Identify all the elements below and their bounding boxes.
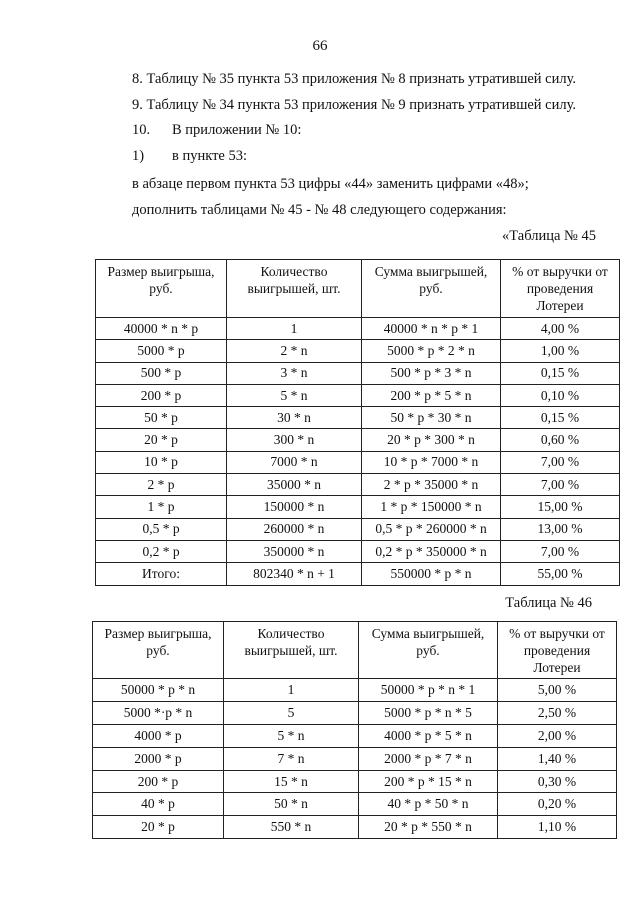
cell-prize-size: 4000 * p bbox=[93, 724, 224, 747]
cell-prize-size: 50 * p bbox=[96, 407, 227, 429]
cell-prize-count: 15 * n bbox=[224, 770, 359, 793]
header-revenue-percent: % от выручки от проведения Лотереи bbox=[498, 622, 617, 679]
header-prize-size: Размер выигрыша, руб. bbox=[93, 622, 224, 679]
cell-prize-size: 20 * p bbox=[93, 816, 224, 839]
table-row bbox=[96, 429, 620, 451]
cell-prize-size: 5000 *·p * n bbox=[93, 701, 224, 724]
cell-revenue-percent: 0,10 % bbox=[501, 384, 620, 406]
table-row bbox=[96, 340, 620, 362]
cell-prize-sum: 200 * p * 15 * n bbox=[359, 770, 498, 793]
cell-prize-sum: 2000 * p * 7 * n bbox=[359, 747, 498, 770]
cell-revenue-percent: 7,00 % bbox=[501, 540, 620, 562]
cell-revenue-percent: 2,00 % bbox=[498, 724, 617, 747]
cell-prize-sum: 50000 * p * n * 1 bbox=[359, 679, 498, 702]
paragraph-item-10 bbox=[132, 122, 301, 139]
cell-prize-count: 5 * n bbox=[227, 384, 362, 406]
header-prize-count: Количество выигрышей, шт. bbox=[227, 260, 362, 318]
cell-prize-size: 5000 * p bbox=[96, 340, 227, 362]
table-row bbox=[93, 747, 617, 770]
table-row bbox=[96, 407, 620, 429]
cell-prize-count: 50 * n bbox=[224, 793, 359, 816]
cell-prize-size: 50000 * p * n bbox=[93, 679, 224, 702]
cell-prize-count: 260000 * n bbox=[227, 518, 362, 540]
table-46 bbox=[92, 621, 617, 839]
item-10-text: В приложении № 10: bbox=[172, 122, 302, 138]
cell-prize-size: 2000 * p bbox=[93, 747, 224, 770]
cell-prize-size: 40000 * n * p bbox=[96, 318, 227, 340]
cell-prize-size: Итого: bbox=[96, 563, 227, 585]
cell-prize-count: 3 * n bbox=[227, 362, 362, 384]
cell-prize-sum: 5000 * p * 2 * n bbox=[362, 340, 501, 362]
cell-prize-count: 1 bbox=[227, 318, 362, 340]
cell-prize-sum: 4000 * p * 5 * n bbox=[359, 724, 498, 747]
cell-prize-count: 2 * n bbox=[227, 340, 362, 362]
cell-prize-sum: 20 * p * 550 * n bbox=[359, 816, 498, 839]
header-prize-size: Размер выигрыша, руб. bbox=[96, 260, 227, 318]
table-row bbox=[93, 816, 617, 839]
table-row bbox=[96, 518, 620, 540]
table-header-row bbox=[93, 622, 617, 679]
header-prize-sum: Сумма выигрышей, руб. bbox=[359, 622, 498, 679]
table-row bbox=[96, 384, 620, 406]
cell-prize-sum: 40000 * n * p * 1 bbox=[362, 318, 501, 340]
cell-prize-size: 500 * p bbox=[96, 362, 227, 384]
cell-prize-sum: 50 * p * 30 * n bbox=[362, 407, 501, 429]
cell-prize-count: 550 * n bbox=[224, 816, 359, 839]
cell-revenue-percent: 2,50 % bbox=[498, 701, 617, 724]
cell-prize-sum: 550000 * p * n bbox=[362, 563, 501, 585]
table-row bbox=[93, 701, 617, 724]
cell-prize-size: 0,5 * p bbox=[96, 518, 227, 540]
cell-prize-size: 1 * p bbox=[96, 496, 227, 518]
cell-revenue-percent: 55,00 % bbox=[501, 563, 620, 585]
cell-prize-count: 150000 * n bbox=[227, 496, 362, 518]
table-row bbox=[93, 679, 617, 702]
cell-prize-sum: 5000 * p * n * 5 bbox=[359, 701, 498, 724]
cell-prize-size: 200 * p bbox=[93, 770, 224, 793]
cell-revenue-percent: 1,00 % bbox=[501, 340, 620, 362]
cell-revenue-percent: 1,40 % bbox=[498, 747, 617, 770]
table-row bbox=[93, 793, 617, 816]
cell-prize-count: 7000 * n bbox=[227, 451, 362, 473]
table-header-row bbox=[96, 260, 620, 318]
paragraph-add-tables: дополнить таблицами № 45 - № 48 следующего содержания: bbox=[132, 202, 507, 218]
cell-revenue-percent: 0,15 % bbox=[501, 362, 620, 384]
table-row bbox=[96, 362, 620, 384]
table-row bbox=[96, 540, 620, 562]
paragraph-item-9: 9. Таблицу № 34 пункта 53 приложения № 9 признать утратившей силу. bbox=[132, 97, 577, 113]
header-revenue-percent: % от выручки от проведения Лотереи bbox=[501, 260, 620, 318]
paragraph-subitem-1 bbox=[132, 148, 247, 165]
cell-revenue-percent: 1,10 % bbox=[498, 816, 617, 839]
table-row bbox=[93, 724, 617, 747]
subitem-1-text: в пункте 53: bbox=[172, 148, 248, 164]
page-number: 66 bbox=[312, 38, 328, 54]
cell-prize-count: 1 bbox=[224, 679, 359, 702]
cell-revenue-percent: 7,00 % bbox=[501, 451, 620, 473]
table-45 bbox=[95, 259, 620, 586]
cell-prize-sum: 10 * p * 7000 * n bbox=[362, 451, 501, 473]
table-row bbox=[96, 451, 620, 473]
cell-prize-count: 5 * n bbox=[224, 724, 359, 747]
cell-revenue-percent: 0,60 % bbox=[501, 429, 620, 451]
cell-prize-size: 40 * p bbox=[93, 793, 224, 816]
cell-revenue-percent: 13,00 % bbox=[501, 518, 620, 540]
cell-prize-sum: 40 * p * 50 * n bbox=[359, 793, 498, 816]
cell-prize-sum: 0,5 * p * 260000 * n bbox=[362, 518, 501, 540]
cell-prize-count: 30 * n bbox=[227, 407, 362, 429]
cell-prize-size: 2 * p bbox=[96, 474, 227, 496]
table-46-caption: Таблица № 46 bbox=[505, 595, 592, 611]
subitem-1-number: 1) bbox=[132, 148, 145, 164]
cell-prize-count: 350000 * n bbox=[227, 540, 362, 562]
header-prize-count: Количество выигрышей, шт. bbox=[224, 622, 359, 679]
cell-prize-size: 0,2 * p bbox=[96, 540, 227, 562]
cell-revenue-percent: 0,20 % bbox=[498, 793, 617, 816]
table-45-caption: «Таблица № 45 bbox=[502, 228, 596, 244]
cell-prize-count: 7 * n bbox=[224, 747, 359, 770]
cell-prize-sum: 200 * p * 5 * n bbox=[362, 384, 501, 406]
cell-prize-count: 300 * n bbox=[227, 429, 362, 451]
cell-revenue-percent: 0,15 % bbox=[501, 407, 620, 429]
cell-prize-size: 200 * p bbox=[96, 384, 227, 406]
table-row bbox=[96, 474, 620, 496]
cell-prize-count: 35000 * n bbox=[227, 474, 362, 496]
header-prize-sum: Сумма выигрышей, руб. bbox=[362, 260, 501, 318]
cell-prize-count: 802340 * n + 1 bbox=[227, 563, 362, 585]
table-row bbox=[96, 496, 620, 518]
cell-revenue-percent: 7,00 % bbox=[501, 474, 620, 496]
table-row bbox=[96, 563, 620, 585]
paragraph-item-8: 8. Таблицу № 35 пункта 53 приложения № 8 признать утратившей силу. bbox=[132, 71, 577, 87]
cell-revenue-percent: 4,00 % bbox=[501, 318, 620, 340]
cell-prize-count: 5 bbox=[224, 701, 359, 724]
table-row bbox=[96, 318, 620, 340]
cell-prize-sum: 500 * p * 3 * n bbox=[362, 362, 501, 384]
cell-prize-sum: 1 * p * 150000 * n bbox=[362, 496, 501, 518]
cell-prize-sum: 20 * p * 300 * n bbox=[362, 429, 501, 451]
cell-prize-size: 20 * p bbox=[96, 429, 227, 451]
cell-prize-sum: 0,2 * p * 350000 * n bbox=[362, 540, 501, 562]
cell-prize-sum: 2 * p * 35000 * n bbox=[362, 474, 501, 496]
cell-prize-size: 10 * p bbox=[96, 451, 227, 473]
cell-revenue-percent: 15,00 % bbox=[501, 496, 620, 518]
table-row bbox=[93, 770, 617, 793]
cell-revenue-percent: 5,00 % bbox=[498, 679, 617, 702]
cell-revenue-percent: 0,30 % bbox=[498, 770, 617, 793]
item-10-number: 10. bbox=[132, 122, 151, 138]
paragraph-replace-digits: в абзаце первом пункта 53 цифры «44» заменить цифрами «48»; bbox=[132, 176, 529, 192]
